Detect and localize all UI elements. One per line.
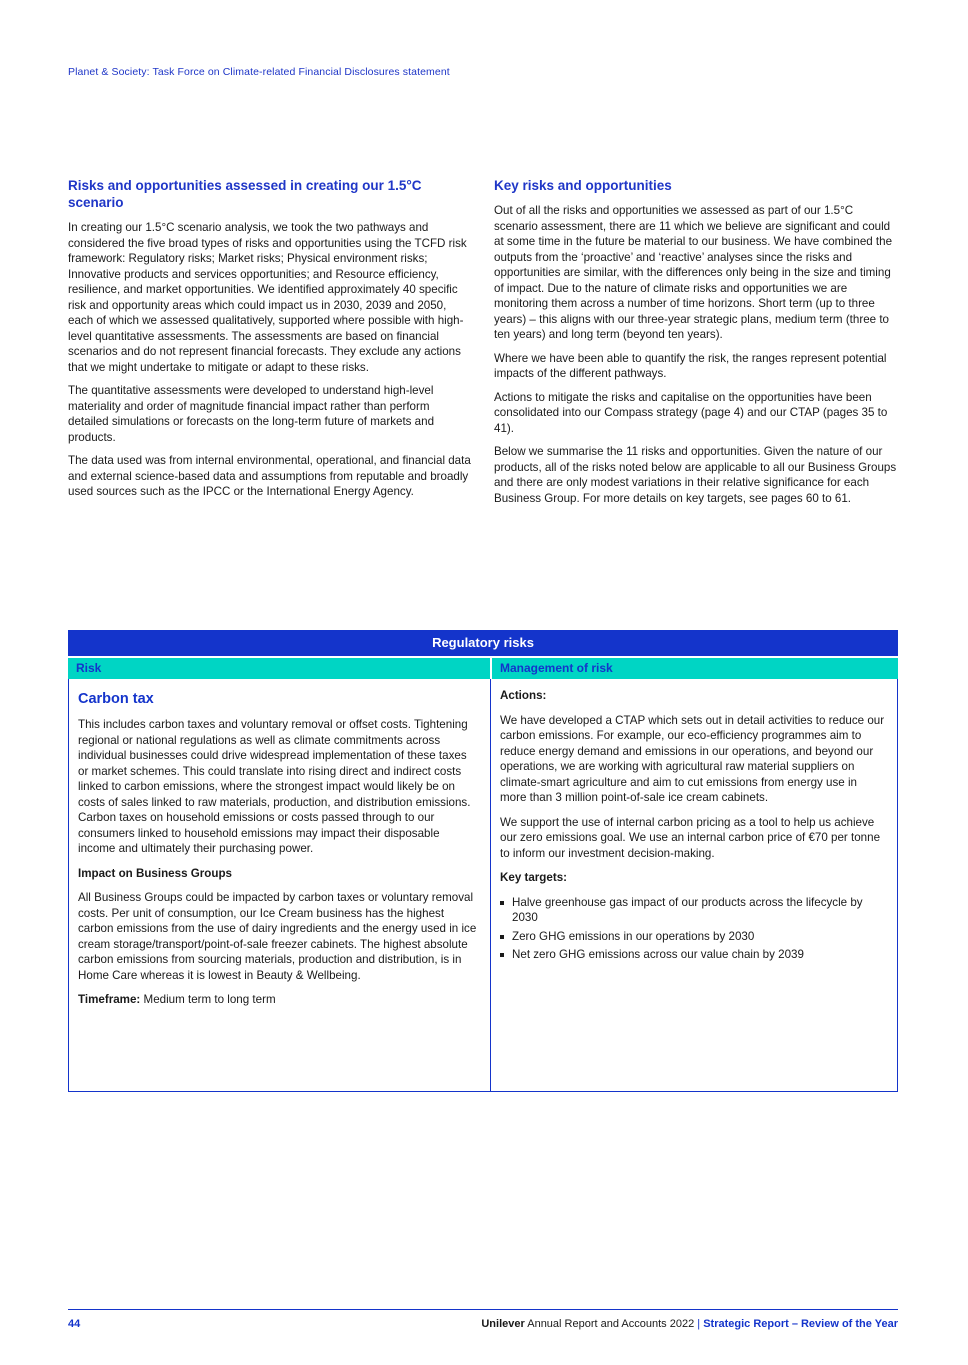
key-targets-subheading: Key targets: xyxy=(500,871,568,884)
table-column-headers xyxy=(68,658,898,679)
paragraph: We have developed a CTAP which sets out in detail activities to reduce our carbon emissions. For example, our eco-efficiency programmes aim to reduce energy demand and emissions in our operations, and beyond our operations, we are working with agricultural raw material suppliers on climate-smart agriculture and aim to cut emissions from energy use in more than 3 million point-of-sale ice cream cabinets. xyxy=(500,713,885,804)
intro-right-column xyxy=(494,177,898,514)
footer-section: Strategic Report – Review of the Year xyxy=(703,1318,898,1330)
paragraph: In creating our 1.5°C scenario analysis, we took the two pathways and considered the five broad types of risks and opportunities using the TCFD risk framework: Regulatory risks; Market risks; Physical environment risks; Innovative products and services opportunities; and Resource efficiency, resilience, and market opportunities. We identified approximately 40 specific risk and opportunity areas which could impact us in 2030, 2039 and 2050, each of which we assessed qualitatively, supported where possible with high-level quantitative assessments. The assessments are based on financial scenarios and do not represent financial forecasts. They exclude any actions that we might undertake to mitigate or adapt to these risks. xyxy=(68,221,467,374)
target-text: Zero GHG emissions in our operations by 2030 xyxy=(512,929,755,943)
timeframe-label: Timeframe: xyxy=(78,993,141,1006)
paragraph: All Business Groups could be impacted by carbon taxes or voluntary removal costs. Per unit of consumption, our Ice Cream business has the highest carbon emissions from the use of dairy ingredients and the energy used in ice cream storage/transport/point-of-sale freezer cabinets. The highest absolute carbon emissions from sourcing materials, production and distribution, is in Home Care whereas it is lowest in Beauty & Wellbeing. xyxy=(78,891,477,982)
left-section-heading: Risks and opportunities assessed in creating our 1.5°C scenario xyxy=(68,178,422,210)
regulatory-risks-table xyxy=(68,630,898,1092)
bullet-icon xyxy=(500,935,504,939)
running-header: Planet & Society: Task Force on Climate-related Financial Disclosures statement xyxy=(68,66,450,78)
paragraph: The data used was from internal environmental, operational, and financial data and external science-based data and assumptions from reputable and broadly used sources such as the IPCC or the International Energy Agency. xyxy=(68,454,471,498)
footer-divider-line xyxy=(68,1309,898,1310)
intro-section xyxy=(68,177,898,514)
page-footer xyxy=(68,1309,898,1330)
paragraph: We support the use of internal carbon pricing as a tool to help us achieve our zero emissions goal. We use an internal carbon price of €70 per tonne to inform our investment decision-making. xyxy=(500,815,881,860)
timeframe-line xyxy=(78,992,479,1008)
target-text: Net zero GHG emissions across our value chain by 2039 xyxy=(512,948,804,961)
timeframe-value: Medium term to long term xyxy=(143,993,276,1006)
key-targets-list xyxy=(500,895,886,963)
footer-brand: Unilever xyxy=(481,1318,525,1330)
list-item xyxy=(500,929,886,945)
footer-text xyxy=(481,1318,898,1330)
list-item xyxy=(500,947,886,963)
risk-cell xyxy=(69,679,491,1091)
impact-subheading: Impact on Business Groups xyxy=(78,866,232,880)
actions-subheading: Actions: xyxy=(500,689,547,702)
risk-title: Carbon tax xyxy=(78,691,154,707)
right-section-heading: Key risks and opportunities xyxy=(494,178,672,193)
paragraph: This includes carbon taxes and voluntary removal or offset costs. Tightening regional or national regulations as well as climate commitments across individual businesses could drive widespread implementation of these taxes or market schemes. This could translate into rising direct and indirect costs linked to carbon emissions, where the strongest impact would likely be on costs of sales linked to raw materials, production, and distribution emissions. Carbon taxes on household emissions or costs passed through to our consumers linked to household emissions may impact their disposable income and ultimately their purchasing power. xyxy=(78,718,471,855)
paragraph: Actions to mitigate the risks and capitalise on the opportunities have been consolidated into our Compass strategy (page 4) and our CTAP (pages 35 to 41). xyxy=(494,390,888,435)
footer-row xyxy=(68,1318,898,1330)
column-header-risk: Risk xyxy=(68,658,490,679)
paragraph: Below we summarise the 11 risks and opportunities. Given the nature of our products, all of the risks noted below are applicable to all our Business Groups and there are only modest variations in their relative significance for each Business Group. For more details on key targets, see pages 60 to 61. xyxy=(494,445,897,505)
table-title: Regulatory risks xyxy=(68,630,898,656)
paragraph: Where we have been able to quantify the risk, the ranges represent potential impacts of the different pathways. xyxy=(494,351,887,380)
paragraph: Out of all the risks and opportunities we assessed as part of our 1.5°C scenario assessment, there are 11 which we believe are significant and could at some time in the future be material to our business. We have combined the outputs from the ‘proactive’ and ‘reactive’ analyses since the risks and opportunities are similar, with the differences only being in the size and timing of impact. Due to the nature of climate risks and opportunities we are monitoring them across a number of time horizons. Short term (up to three years) – this aligns with our three-year strategic plans, medium term (three to ten years) and long term (beyond ten years). xyxy=(494,204,893,341)
bullet-icon xyxy=(500,901,504,905)
page-number: 44 xyxy=(68,1318,81,1330)
bullet-icon xyxy=(500,953,504,957)
table-body xyxy=(68,679,898,1092)
intro-left-column xyxy=(68,177,472,514)
column-header-management: Management of risk xyxy=(492,658,898,679)
target-text: Halve greenhouse gas impact of our products across the lifecycle by 2030 xyxy=(512,895,863,924)
list-item xyxy=(500,895,886,926)
management-cell xyxy=(491,679,897,1091)
footer-report-title: Annual Report and Accounts 2022 xyxy=(527,1318,695,1330)
paragraph: The quantitative assessments were developed to understand high-level materiality and order of magnitude financial impact rather than perform detailed simulations or forecasts on the long-term future of markets and products. xyxy=(68,384,435,444)
footer-separator: | xyxy=(697,1318,701,1330)
